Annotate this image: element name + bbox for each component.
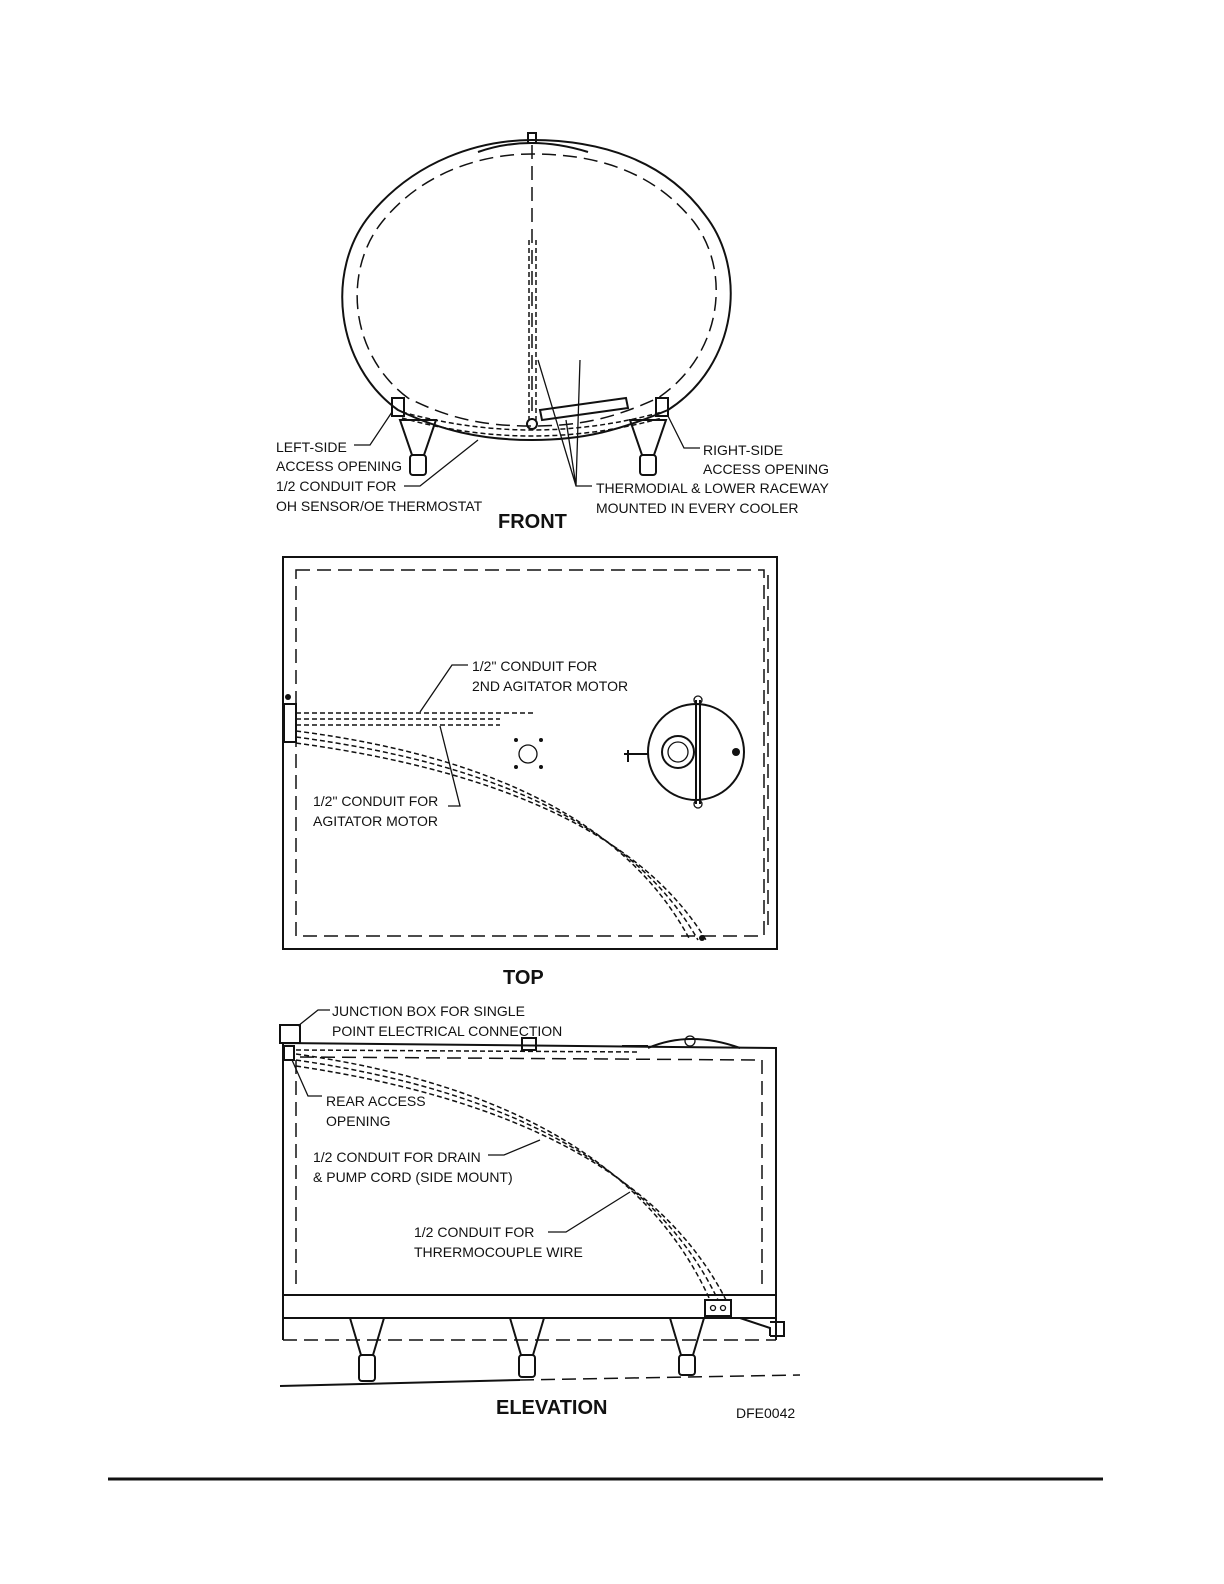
elevation-thermocouple-label-1: 1/2 CONDUIT FOR	[414, 1224, 535, 1240]
front-left-leg	[400, 420, 436, 455]
front-thermodial-label-1: THERMODIAL & LOWER RACEWAY	[596, 480, 829, 496]
elevation-foot-center	[519, 1355, 535, 1377]
elevation-floor-dashed	[520, 1375, 800, 1380]
top-tank-outline	[283, 557, 777, 949]
front-right-access-label-1: RIGHT-SIDE	[703, 442, 784, 458]
elevation-junction-label-1: JUNCTION BOX FOR SINGLE	[332, 1003, 525, 1019]
elevation-foot-left	[359, 1355, 375, 1381]
elevation-agitator-fitting	[522, 1038, 536, 1050]
elevation-inner-top	[300, 1057, 760, 1060]
front-thermodial-fitting	[527, 419, 537, 429]
top-conduit-end	[699, 935, 705, 941]
top-agitator-label-2: AGITATOR MOTOR	[313, 813, 438, 829]
elevation-leg-center	[510, 1318, 544, 1355]
top-agitator-label-1: 1/2" CONDUIT FOR	[313, 793, 439, 809]
top-rear-access-box	[284, 704, 296, 742]
top-2nd-agitator-label-1: 1/2" CONDUIT FOR	[472, 658, 598, 674]
elevation-rear-access	[284, 1046, 294, 1060]
front-title: FRONT	[498, 511, 567, 533]
elevation-leg-left	[350, 1318, 384, 1355]
front-left-foot	[410, 455, 426, 475]
elevation-view	[280, 1003, 800, 1421]
top-curved-conduit-b	[296, 737, 698, 940]
leader-junction-box	[298, 1010, 330, 1026]
leader-right-access	[668, 416, 700, 448]
elevation-drain-outlet	[740, 1318, 784, 1336]
front-right-foot	[640, 455, 656, 475]
top-title: TOP	[503, 967, 544, 989]
leader-left-access	[354, 412, 392, 445]
elevation-leg-right	[670, 1318, 704, 1355]
top-manway-port	[662, 736, 694, 768]
top-agitator-mount	[519, 745, 537, 763]
front-left-access-label-2: ACCESS OPENING	[276, 458, 403, 474]
leader-thermocouple	[548, 1192, 630, 1232]
top-junction-dot	[285, 694, 291, 700]
front-view	[276, 133, 830, 533]
top-curved-conduit-a	[296, 731, 690, 940]
elevation-rear-access-label-1: REAR ACCESS	[326, 1093, 426, 1109]
elevation-thermocouple-label-2: THRERMOCOUPLE WIRE	[414, 1244, 583, 1260]
leader-thermodial	[538, 360, 592, 486]
leader-2nd-agitator	[420, 665, 468, 712]
elevation-junction-label-2: POINT ELECTRICAL CONNECTION	[332, 1023, 563, 1039]
top-curved-conduit-c	[296, 743, 706, 940]
elevation-thermocouple-box	[705, 1300, 731, 1316]
drawing-code: DFE0042	[736, 1405, 796, 1421]
elevation-foot-right	[679, 1355, 695, 1375]
top-manway-knob	[732, 748, 740, 756]
front-top-fitting	[528, 133, 536, 143]
top-manway-port-inner	[668, 742, 688, 762]
elevation-floor-solid	[280, 1380, 520, 1386]
leader-drain	[488, 1140, 540, 1155]
elevation-title: ELEVATION	[496, 1397, 608, 1419]
elevation-drain-label-1: 1/2 CONDUIT FOR DRAIN	[313, 1149, 481, 1165]
front-left-access-label-1: LEFT-SIDE	[276, 439, 347, 455]
top-2nd-agitator-label-2: 2ND AGITATOR MOTOR	[472, 678, 629, 694]
top-manway-handle	[624, 750, 648, 762]
front-manway	[478, 143, 588, 152]
elevation-junction-box	[280, 1025, 300, 1043]
leader-conduit-sensor	[404, 440, 478, 486]
front-conduit-label-2: OH SENSOR/OE THERMOSTAT	[276, 498, 483, 514]
front-right-access-label-2: ACCESS OPENING	[703, 461, 830, 477]
front-conduit-label-1: 1/2 CONDUIT FOR	[276, 478, 397, 494]
elevation-rear-access-label-2: OPENING	[326, 1113, 391, 1129]
elevation-top-conduit	[296, 1050, 640, 1052]
front-thermodial-label-2: MOUNTED IN EVERY COOLER	[596, 500, 799, 516]
top-view	[283, 557, 777, 989]
elevation-drain-label-2: & PUMP CORD (SIDE MOUNT)	[313, 1169, 513, 1185]
